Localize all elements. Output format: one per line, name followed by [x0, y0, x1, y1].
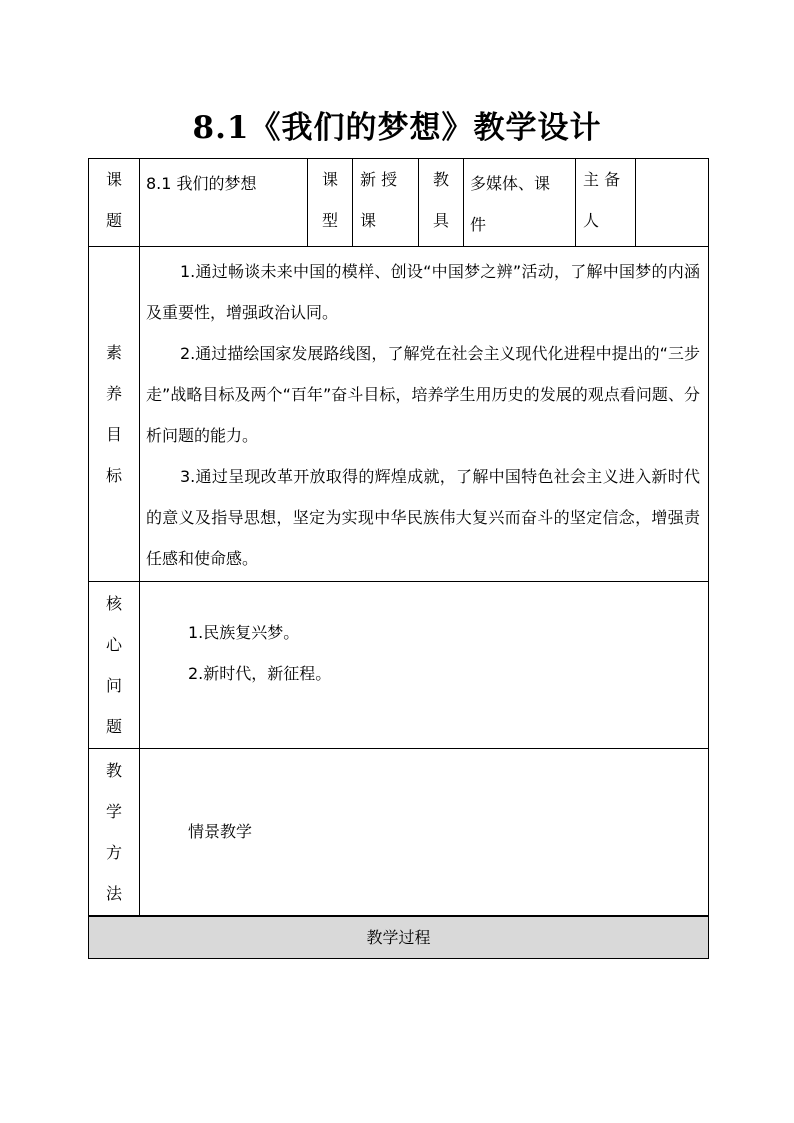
- core-label: 核 心 问 题: [89, 582, 140, 749]
- tools-value: 多媒体、课 件: [464, 159, 576, 247]
- goals-content: [140, 247, 709, 582]
- method-label: 教 学 方 法: [89, 749, 140, 917]
- goal-item: 1.通过畅谈未来中国的模样、创设“中国梦之辨”活动，了解中国梦的内涵及重要性，增强政治认同。: [146, 262, 700, 322]
- core-item: 1.民族复兴梦。: [188, 623, 300, 642]
- document-title: 8.1《我们的梦想》教学设计: [192, 110, 602, 146]
- goal-item: 2.通过描绘国家发展路线图，了解党在社会主义现代化进程中提出的“三步走”战略目标及两个“百年”奋斗目标，培养学生用历史的发展的观点看问题、分析问题的能力。: [146, 344, 700, 445]
- type-value: 新 授 课: [353, 159, 419, 247]
- type-label: 课 型: [308, 159, 353, 247]
- method-value: 情景教学: [188, 822, 253, 841]
- process-header: 教学过程: [89, 916, 709, 959]
- core-content: [140, 582, 709, 749]
- goals-label: 素 养 目 标: [89, 247, 140, 582]
- tools-label: 教 具: [419, 159, 464, 247]
- preparer-label: 主 备 人: [576, 159, 636, 247]
- core-item: 2.新时代，新征程。: [188, 664, 332, 683]
- method-content: [140, 749, 709, 917]
- goals-row: [89, 247, 709, 582]
- core-row: [89, 582, 709, 749]
- lesson-plan-table: [88, 158, 709, 959]
- topic-label: 课 题: [89, 159, 140, 247]
- method-row: [89, 749, 709, 917]
- goal-item: 3.通过呈现改革开放取得的辉煌成就，了解中国特色社会主义进入新时代的意义及指导思想，坚定为实现中华民族伟大复兴而奋斗的坚定信念，增强责任感和使命感。: [146, 467, 700, 568]
- header-row: [89, 159, 709, 247]
- process-row: [89, 916, 709, 959]
- preparer-value: [636, 159, 709, 247]
- topic-value: 8.1 我们的梦想: [140, 159, 308, 247]
